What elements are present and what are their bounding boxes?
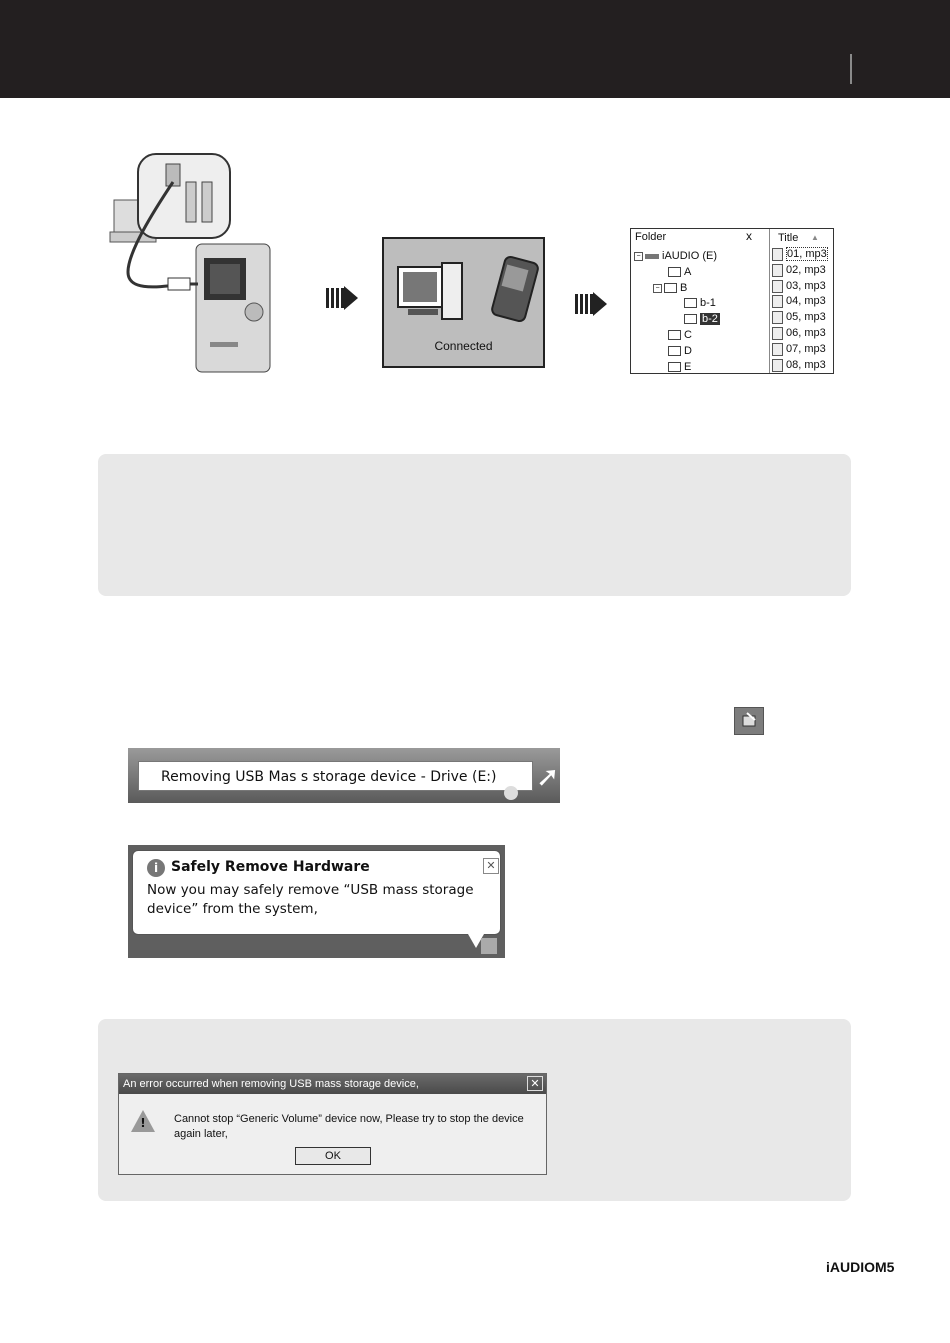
dialog-message: Cannot stop “Generic Volume” device now, Please try to stop the device again later, — [174, 1113, 524, 1140]
pane-divider — [769, 229, 770, 374]
ok-button[interactable]: OK — [295, 1147, 371, 1165]
tree-item-folder[interactable]: b-1 — [684, 296, 716, 311]
info-icon: i — [147, 859, 165, 877]
balloon-close-button[interactable]: ✕ — [483, 858, 499, 874]
file-row[interactable]: 01, mp3 — [772, 247, 834, 262]
folder-icon — [684, 298, 697, 308]
taskbar-removing-notice — [128, 748, 560, 803]
tree-item-folder[interactable]: E — [668, 360, 691, 374]
balloon-message: Now you may safely remove “USB mass storage device” from the system, — [147, 882, 474, 917]
arrow-right-icon — [326, 286, 358, 310]
error-dialog — [118, 1073, 547, 1175]
tree-item-drive[interactable]: − iAUDIO (E) — [634, 249, 717, 264]
folder-icon — [668, 346, 681, 356]
header-bar — [0, 0, 950, 98]
folder-icon — [664, 283, 677, 293]
connected-label: Connected — [434, 339, 493, 353]
title-column-header[interactable]: Title — [778, 232, 799, 244]
tree-item-folder[interactable]: − B — [653, 281, 687, 296]
folder-icon — [684, 314, 697, 324]
tray-icon[interactable] — [504, 786, 518, 800]
hardware-remove-icon — [735, 708, 763, 734]
arrow-right-icon — [575, 292, 607, 316]
mouse-cursor-icon: ➚ — [536, 760, 560, 793]
tree-item-folder[interactable]: C — [668, 328, 692, 343]
connected-panel — [382, 237, 545, 368]
folder-icon — [668, 330, 681, 340]
music-file-icon — [772, 327, 783, 340]
removing-device-tooltip: Removing USB Mas s storage device - Drive (E:) — [138, 761, 533, 791]
safely-remove-balloon — [132, 850, 501, 935]
file-row[interactable]: 08, mp3 — [772, 358, 834, 373]
file-row[interactable]: 04, mp3 — [772, 294, 834, 309]
music-file-icon — [772, 343, 783, 356]
header-divider — [850, 54, 852, 84]
file-row[interactable]: 06, mp3 — [772, 326, 834, 341]
taskbar-balloon-area — [128, 845, 505, 958]
tree-item-folder[interactable]: D — [668, 344, 692, 359]
tree-item-folder-selected[interactable]: b-2 — [684, 312, 720, 327]
music-file-icon — [772, 264, 783, 277]
computer-device-icon — [394, 251, 539, 336]
music-file-icon — [772, 359, 783, 372]
collapse-icon: − — [634, 252, 643, 261]
pc-connection-illustration — [108, 152, 276, 374]
collapse-icon: − — [653, 284, 662, 293]
warning-mark-icon: ! — [140, 1116, 146, 1130]
file-row[interactable]: 02, mp3 — [772, 263, 834, 278]
hardware-tray-icon[interactable] — [481, 938, 497, 954]
file-row[interactable]: 03, mp3 — [772, 279, 834, 294]
folder-icon — [668, 362, 681, 372]
folder-icon — [668, 267, 681, 277]
drive-icon — [645, 254, 659, 259]
music-file-icon — [772, 311, 783, 324]
file-row[interactable]: 05, mp3 — [772, 310, 834, 325]
music-file-icon — [772, 248, 783, 261]
brand-footer: iAUDIOM5 — [826, 1259, 895, 1275]
music-file-icon — [772, 295, 783, 308]
safely-remove-tray-icon[interactable] — [734, 707, 764, 735]
folder-pane-close-button[interactable]: x — [746, 229, 752, 243]
folder-pane-header: Folder — [635, 231, 667, 243]
note-box — [98, 454, 851, 596]
sort-up-icon: ▲ — [811, 233, 819, 242]
file-row[interactable]: 07, mp3 — [772, 342, 834, 357]
dialog-title-bar: An error occurred when removing USB mass storage device, — [119, 1074, 546, 1094]
tree-item-folder[interactable]: A — [668, 265, 691, 280]
balloon-title: Safely Remove Hardware — [171, 859, 370, 875]
music-file-icon — [772, 280, 783, 293]
dialog-close-button[interactable]: ✕ — [527, 1076, 543, 1091]
file-explorer-window — [630, 228, 834, 374]
